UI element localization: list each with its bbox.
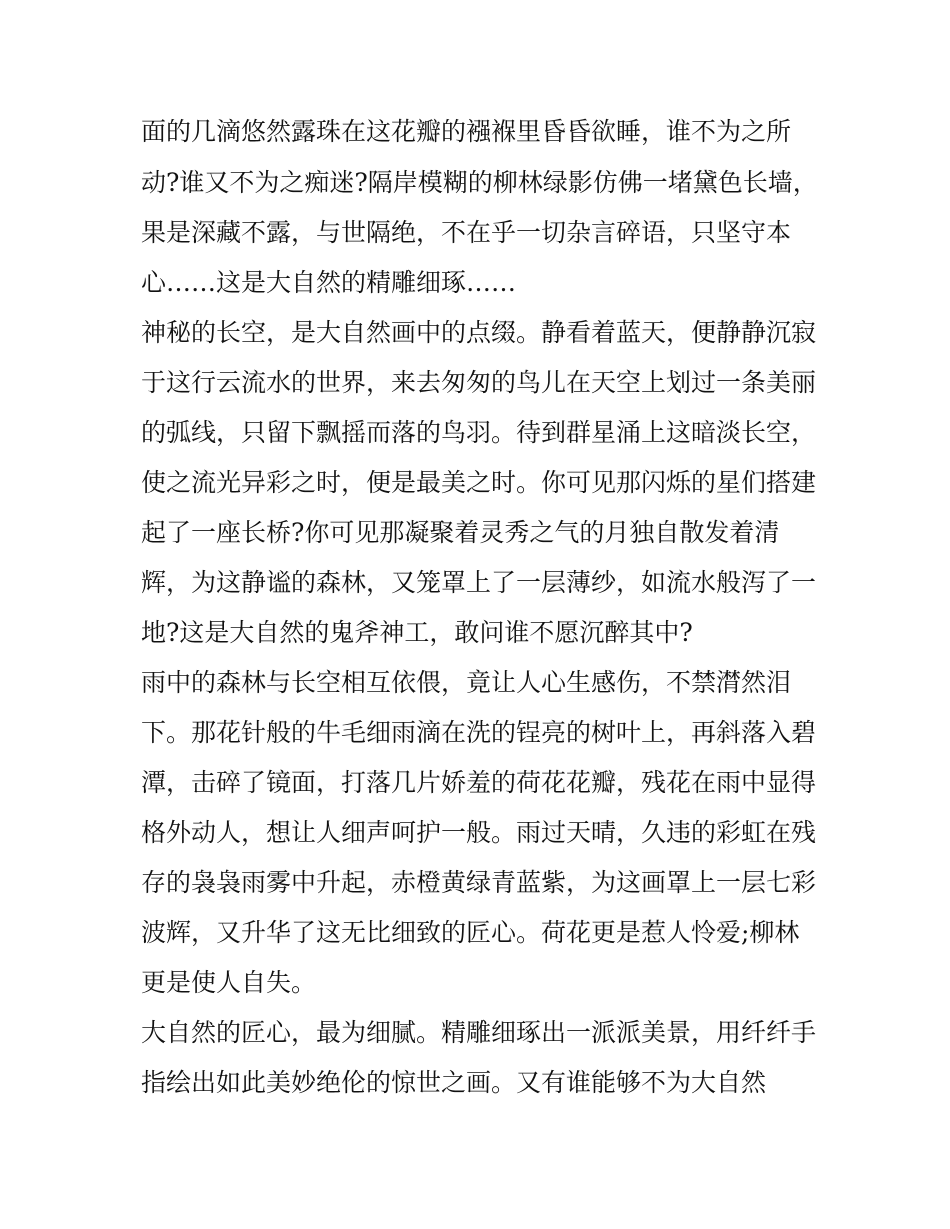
text-line: 存的袅袅雨雾中升起，赤橙黄绿青蓝紫，为这画罩上一层七彩 [141,868,817,897]
text-line: 更是使人自失。 [141,968,317,997]
text-line: 于这行云流水的世界，来去匆匆的鸟儿在天空上划过一条美丽 [141,368,817,397]
text-line: 格外动人，想让人细声呵护一般。雨过天晴，久违的彩虹在残 [141,818,817,847]
text-line: 起了一座长桥?你可见那凝聚着灵秀之气的月独自散发着清 [141,518,780,547]
text-line: 雨中的森林与长空相互依偎，竟让人心生感伤，不禁潸然泪 [141,668,792,697]
text-line: 大自然的匠心，最为细腻。精雕细琢出一派派美景，用纤纤手 [141,1018,817,1047]
text-line: 辉，为这静谧的森林，又笼罩上了一层薄纱，如流水般泻了一 [141,568,817,597]
text-line: 波辉，又升华了这无比细致的匠心。荷花更是惹人怜爱;柳林 [141,918,800,947]
text-line: 使之流光异彩之时，便是最美之时。你可见那闪烁的星们搭建 [141,468,817,497]
text-line: 神秘的长空，是大自然画中的点缀。静看着蓝天，便静静沉寂 [141,318,817,347]
text-line: 果是深藏不露，与世隔绝，不在乎一切杂言碎语，只坚守本 [141,218,792,247]
text-line: 地?这是大自然的鬼斧神工，敢问谁不愿沉醉其中? [141,618,693,647]
text-line: 下。那花针般的牛毛细雨滴在洗的锃亮的树叶上，再斜落入碧 [141,718,817,747]
text-line: 面的几滴悠然露珠在这花瓣的襁褓里昏昏欲睡，谁不为之所 [141,117,792,146]
text-line: 的弧线，只留下飘摇而落的鸟羽。待到群星涌上这暗淡长空， [141,418,817,447]
text-line: 心……这是大自然的精雕细琢…… [141,268,517,297]
text-line: 动?谁又不为之痴迷?隔岸模糊的柳林绿影仿佛一堵黛色长墙， [141,168,818,197]
text-line: 潭，击碎了镜面，打落几片娇羞的荷花花瓣，残花在雨中显得 [141,768,817,797]
text-line: 指绘出如此美妙绝伦的惊世之画。又有谁能够不为大自然 [141,1068,767,1097]
